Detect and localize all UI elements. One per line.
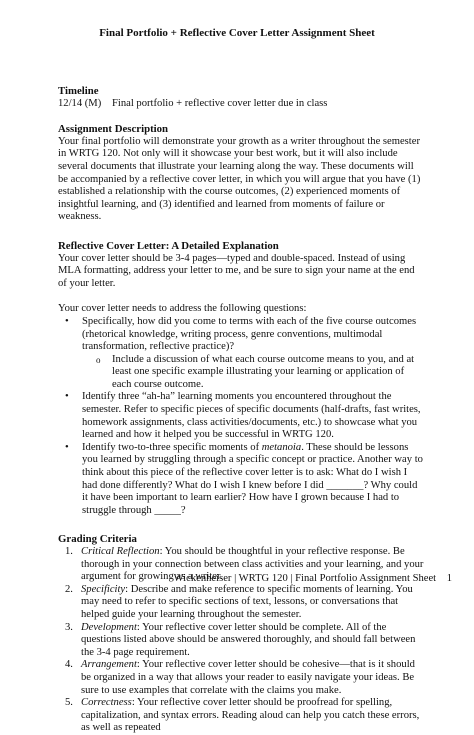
list-item — [58, 391, 424, 441]
cover-letter-heading: Reflective Cover Letter: A Detailed Explanation — [58, 239, 279, 252]
criteria-number: 1. — [65, 546, 73, 557]
cover-letter-section — [58, 240, 424, 517]
criteria-item — [58, 584, 424, 622]
timeline-date: 12/14 (M) — [58, 97, 102, 109]
criteria-number: 4. — [65, 659, 73, 671]
timeline-heading: Timeline — [58, 85, 99, 97]
bullet-text-post: . These should be lessons you learned by struggling through a specific concept or practice. Another way to think about this piece of the reflective cover letter is to ask: What do I wish I had done differently? What do I wish I knew before I did _______? Why could it have been important to learn earlier? How have I grown because I had to struggle through _____? — [82, 441, 423, 516]
list-item — [58, 316, 424, 392]
criteria-term: Critical Reflection — [81, 546, 160, 557]
sub-list-item — [82, 354, 424, 392]
criteria-text: : Your reflective cover letter should be proofread for spelling, capitalization, and syntax errors. Reading aloud can help you catch these errors, as well as repeated — [81, 697, 420, 734]
assignment-section — [58, 123, 424, 224]
bullet-text: Specifically, how did you come to terms with each of the five course outcomes (rhetorical knowledge, writing process, genre conventions, multimodal transformation, reflective practice)? — [82, 315, 417, 353]
timeline-section — [58, 85, 424, 110]
criteria-text: : You should be thoughtful in your reflective response. Be thorough in your connection between class activities and your learning, and your argument for growing as a writer. — [81, 546, 424, 583]
timeline-row — [58, 98, 424, 111]
grading-heading: Grading Criteria — [58, 533, 137, 546]
cover-letter-intro: Your cover letter should be 3-4 pages—typed and double-spaced. Instead of using MLA formatting, address your letter to me, and be sure to sign your name at the end of your letter. — [58, 252, 415, 289]
sub-list — [82, 354, 424, 392]
metanoia-term: metanoia — [261, 441, 302, 453]
criteria-term: Development — [81, 621, 137, 633]
criteria-text: : Your reflective cover letter should be cohesive—that is it should be organized in a way that allows your reader to easily navigate your ideas. Be sure to use examples that correlate with the claims you make. — [81, 659, 415, 696]
criteria-number: 3. — [65, 621, 73, 633]
criteria-text: : Your reflective cover letter should be complete. All of the questions listed above should be answered thoroughly, and should fall between the 3-4 page requirement. — [81, 621, 416, 658]
criteria-term: Correctness — [81, 697, 132, 709]
document-title: Final Portfolio + Reflective Cover Letter Assignment Sheet — [99, 27, 375, 39]
criteria-number: 2. — [65, 583, 73, 595]
criteria-item — [58, 622, 424, 660]
criteria-term: Arrangement — [81, 659, 137, 671]
assignment-paragraph: Your final portfolio will demonstrate your growth as a writer throughout the semester in WRTG 120. Not only will it showcase your best work, but it will also include several documents that illustrate your learning along the way. These documents will be accompanied by a reflective cover letter, in which you will argue that you have (1) established a relationship with the course outcomes, (2) experienced moments of insightful learning, and (3) identified and learned from moments of failure or weakness. — [58, 135, 421, 223]
criteria-term: Specificity — [81, 583, 126, 595]
timeline-item: Final portfolio + reflective cover letter due in class — [112, 97, 328, 109]
criteria-number: 5. — [65, 697, 73, 709]
page-footer: Wickenheiser | WRTG 120 | Final Portfolio Assignment Sheet 1 — [173, 573, 452, 584]
criteria-text: : Describe and make reference to specific moments of learning. You may need to refer to specific sections of text, lessons, or conversations that helped guide your learning throughout the semester. — [81, 583, 413, 620]
sub-bullet-text: Include a discussion of what each course outcome means to you, and at least one specific example illustrating your learning or application of each course outcome. — [112, 353, 415, 390]
cover-letter-questions-intro: Your cover letter needs to address the following questions: — [58, 303, 307, 315]
criteria-item — [58, 697, 424, 735]
bullet-text: Identify three “ah-ha” learning moments you encountered throughout the semester. Refer to specific pieces of specific documents (half-drafts, fast writes, homework assignments, class activities/documents, etc.) to showcase what you learned and how it helped you be successful in WRTG 120. — [82, 391, 421, 441]
criteria-item — [58, 659, 424, 697]
document-body — [58, 85, 424, 735]
cover-letter-questions-list — [58, 316, 424, 518]
list-item — [58, 442, 424, 518]
grading-section — [58, 533, 424, 735]
assignment-heading: Assignment Description — [58, 123, 169, 136]
bullet-text-pre: Identify two-to-three specific moments of — [82, 441, 262, 453]
